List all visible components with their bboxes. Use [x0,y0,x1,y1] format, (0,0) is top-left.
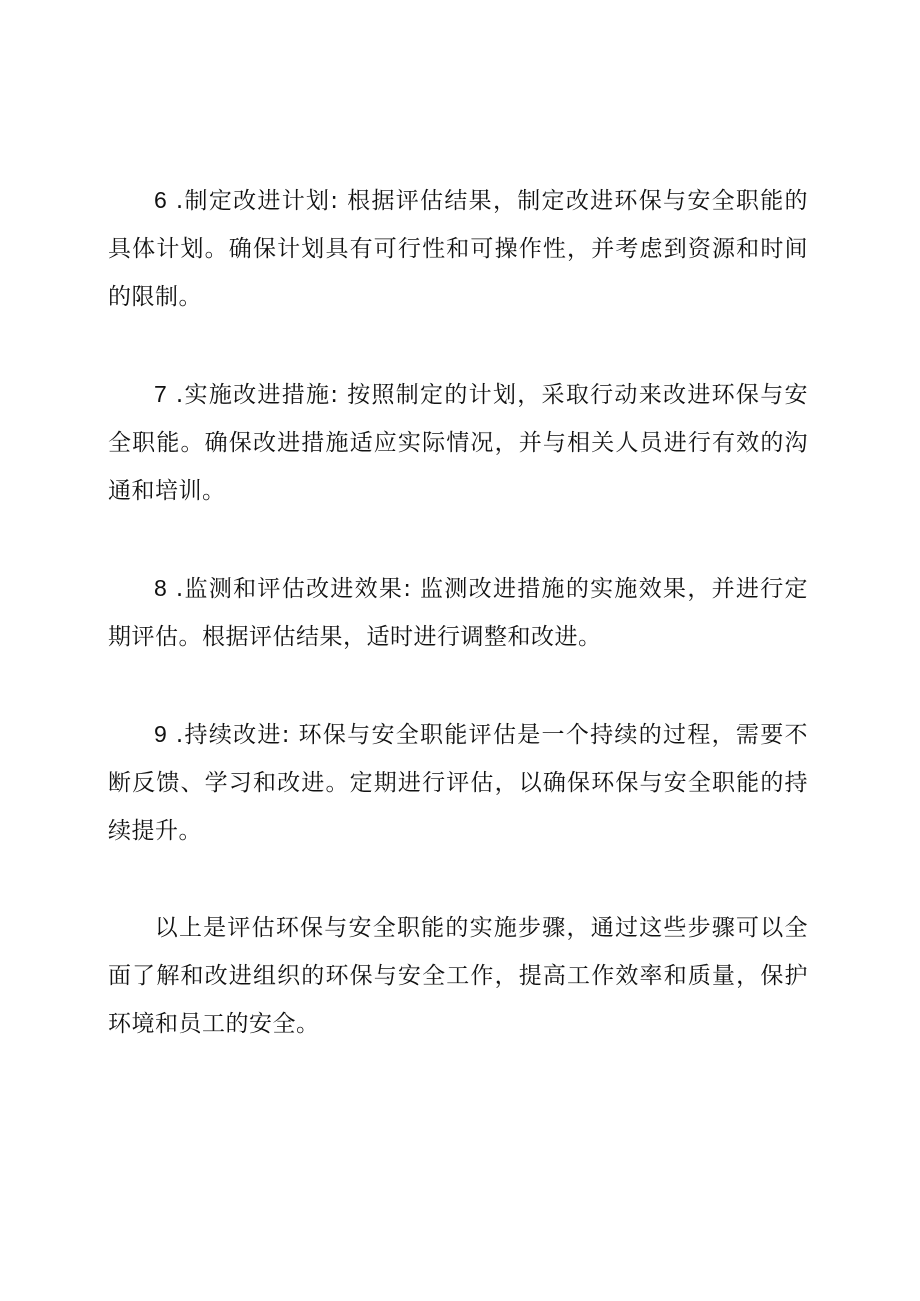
step-separator: . [175,722,184,748]
step-6-paragraph [108,176,808,321]
step-body: 按照制定的计划，采取行动来改进环保与安全职能。确保改进措施适应实际情况，并与相关人员进行有效的沟通和培训。 [108,382,808,504]
step-heading: 实施改进措施: [183,382,339,408]
step-number: 6 [154,187,168,213]
step-separator: . [175,576,184,602]
step-number: 8 [154,575,168,601]
step-separator: . [175,188,184,214]
step-separator: . [175,382,184,408]
step-8-paragraph [108,564,808,661]
step-9-paragraph [108,710,808,855]
conclusion-paragraph [108,904,808,1048]
document-page [108,176,808,1048]
step-heading: 持续改进: [183,722,290,748]
step-body: 环保与安全职能评估是一个持续的过程，需要不断反馈、学习和改进。定期进行评估，以确保环保与安全职能的持续提升。 [108,722,808,844]
step-number: 9 [154,721,168,747]
step-heading: 制定改进计划: [183,188,339,214]
step-heading: 监测和评估改进效果: [183,576,412,602]
step-body: 监测改进措施的实施效果，并进行定期评估。根据评估结果，适时进行调整和改进。 [108,576,808,650]
conclusion-text: 以上是评估环保与安全职能的实施步骤，通过这些步骤可以全面了解和改进组织的环保与安全工作，提高工作效率和质量，保护环境和员工的安全。 [108,915,808,1037]
step-number: 7 [154,381,168,407]
step-body: 根据评估结果，制定改进环保与安全职能的具体计划。确保计划具有可行性和可操作性，并考虑到资源和时间的限制。 [108,188,808,310]
step-7-paragraph [108,370,808,515]
